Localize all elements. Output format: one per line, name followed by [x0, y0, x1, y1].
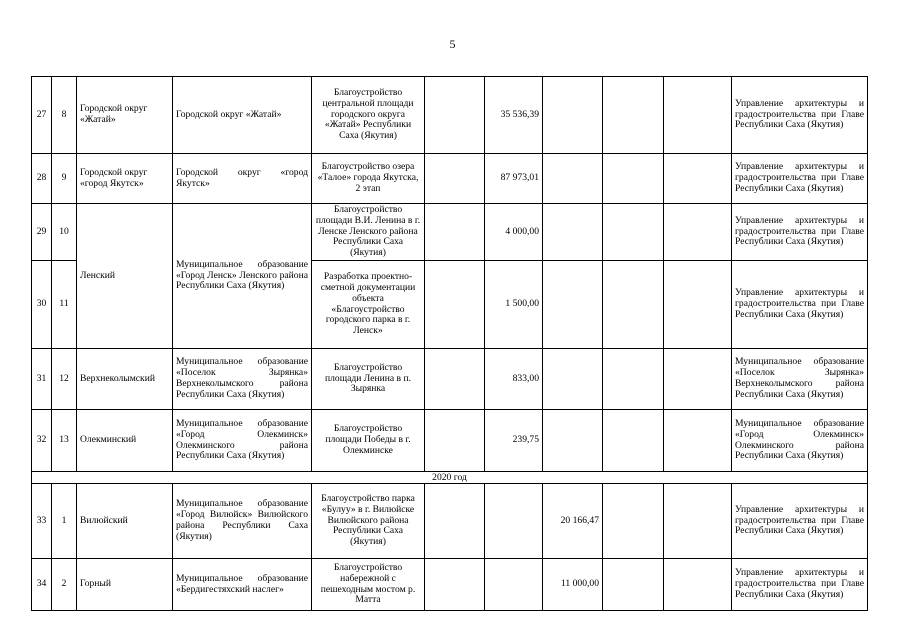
district-cell: Горный	[77, 559, 173, 611]
empty-cell	[603, 349, 664, 410]
value-2020-cell: 11 000,00	[543, 559, 603, 611]
executor-cell: Муниципальное образование «Город Олекминск» Олекминского района Республики Саха (Якутия)	[732, 410, 868, 472]
empty-cell	[603, 484, 664, 559]
value-2019-cell: 87 973,01	[485, 154, 543, 204]
value-2019-cell: 833,00	[485, 349, 543, 410]
row-subnumber: 13	[52, 410, 77, 472]
municipality-cell: Муниципальное образование «Город Вилюйск» Вилюйского района Республики Саха (Якутия)	[173, 484, 312, 559]
empty-cell	[664, 484, 732, 559]
project-cell: Благоустройство озера «Талое» города Якутска, 2 этап	[312, 154, 425, 204]
executor-cell: Управление архитектуры и градостроительства при Главе Республики Саха (Якутия)	[732, 559, 868, 611]
project-cell: Благоустройство парка «Булуу» в г. Вилюйске Вилюйского района Республики Саха (Якутия)	[312, 484, 425, 559]
empty-cell	[603, 77, 664, 154]
value-2019-cell	[485, 559, 543, 611]
municipality-cell: Муниципальное образование «Поселок Зырянка» Верхнеколымского района Республики Саха (Якутия)	[173, 349, 312, 410]
district-cell: Олекминский	[77, 410, 173, 472]
table-row	[32, 77, 868, 154]
project-cell: Благоустройство центральной площади городского округа «Жатай» Республики Саха (Якутия)	[312, 77, 425, 154]
municipality-cell: Муниципальное образование «Город Ленск» Ленского района Республики Саха (Якутия)	[173, 204, 312, 349]
row-subnumber: 2	[52, 559, 77, 611]
empty-cell	[603, 204, 664, 261]
empty-cell	[664, 154, 732, 204]
row-subnumber: 8	[52, 77, 77, 154]
section-header-2020: 2020 год	[32, 472, 868, 484]
empty-cell	[664, 204, 732, 261]
row-subnumber: 11	[52, 261, 77, 349]
row-number: 30	[32, 261, 52, 349]
value-2019-cell: 239,75	[485, 410, 543, 472]
district-cell: Городской округ «город Якутск»	[77, 154, 173, 204]
executor-cell: Муниципальное образование «Поселок Зырянка» Верхнеколымского района Республики Саха (Якутия)	[732, 349, 868, 410]
table-row	[32, 154, 868, 204]
district-cell: Городской округ «Жатай»	[77, 77, 173, 154]
value-2020-cell	[543, 261, 603, 349]
empty-cell	[425, 204, 485, 261]
row-subnumber: 10	[52, 204, 77, 261]
row-number: 31	[32, 349, 52, 410]
executor-cell: Управление архитектуры и градостроительства при Главе Республики Саха (Якутия)	[732, 154, 868, 204]
empty-cell	[664, 410, 732, 472]
municipality-cell: Городской округ «Жатай»	[173, 77, 312, 154]
value-2020-cell	[543, 77, 603, 154]
empty-cell	[664, 261, 732, 349]
executor-cell: Управление архитектуры и градостроительства при Главе Республики Саха (Якутия)	[732, 484, 868, 559]
page-number: 5	[449, 37, 456, 51]
empty-cell	[425, 484, 485, 559]
project-cell: Разработка проектно-сметной документации объекта «Благоустройство городского парка в г. Ленск»	[312, 261, 425, 349]
row-subnumber: 1	[52, 484, 77, 559]
value-2020-cell: 20 166,47	[543, 484, 603, 559]
table-row	[32, 410, 868, 472]
empty-cell	[425, 77, 485, 154]
value-2020-cell	[543, 204, 603, 261]
project-cell: Благоустройство набережной с пешеходным мостом р. Матта	[312, 559, 425, 611]
empty-cell	[425, 154, 485, 204]
row-subnumber: 9	[52, 154, 77, 204]
project-cell: Благоустройство площади В.И. Ленина в г. Ленске Ленского района Республики Саха (Якутия)	[312, 204, 425, 261]
section-row	[32, 472, 868, 484]
empty-cell	[603, 154, 664, 204]
district-cell: Вилюйский	[77, 484, 173, 559]
municipality-cell: Муниципальное образование «Бердигестяхский наслег»	[173, 559, 312, 611]
row-number: 34	[32, 559, 52, 611]
executor-cell: Управление архитектуры и градостроительства при Главе Республики Саха (Якутия)	[732, 261, 868, 349]
executor-cell: Управление архитектуры и градостроительства при Главе Республики Саха (Якутия)	[732, 77, 868, 154]
table-row	[32, 484, 868, 559]
value-2020-cell	[543, 349, 603, 410]
district-cell: Верхнеколымский	[77, 349, 173, 410]
project-cell: Благоустройство площади Победы в г. Олекминске	[312, 410, 425, 472]
empty-cell	[603, 410, 664, 472]
table-row	[32, 559, 868, 611]
table-row	[32, 204, 868, 261]
empty-cell	[425, 559, 485, 611]
value-2020-cell	[543, 410, 603, 472]
municipality-cell: Городской округ «город Якутск»	[173, 154, 312, 204]
project-cell: Благоустройство площади Ленина в п. Зырянка	[312, 349, 425, 410]
row-number: 33	[32, 484, 52, 559]
value-2019-cell: 4 000,00	[485, 204, 543, 261]
program-table	[31, 76, 868, 611]
row-subnumber: 12	[52, 349, 77, 410]
empty-cell	[425, 410, 485, 472]
empty-cell	[603, 261, 664, 349]
empty-cell	[425, 349, 485, 410]
district-cell: Ленский	[77, 204, 173, 349]
empty-cell	[664, 349, 732, 410]
row-number: 32	[32, 410, 52, 472]
row-number: 27	[32, 77, 52, 154]
row-number: 28	[32, 154, 52, 204]
empty-cell	[664, 559, 732, 611]
empty-cell	[425, 261, 485, 349]
empty-cell	[603, 559, 664, 611]
value-2019-cell: 35 536,39	[485, 77, 543, 154]
table-row	[32, 349, 868, 410]
empty-cell	[664, 77, 732, 154]
value-2019-cell: 1 500,00	[485, 261, 543, 349]
municipality-cell: Муниципальное образование «Город Олекминск» Олекминского района Республики Саха (Якутия)	[173, 410, 312, 472]
value-2020-cell	[543, 154, 603, 204]
value-2019-cell	[485, 484, 543, 559]
executor-cell: Управление архитектуры и градостроительства при Главе Республики Саха (Якутия)	[732, 204, 868, 261]
row-number: 29	[32, 204, 52, 261]
